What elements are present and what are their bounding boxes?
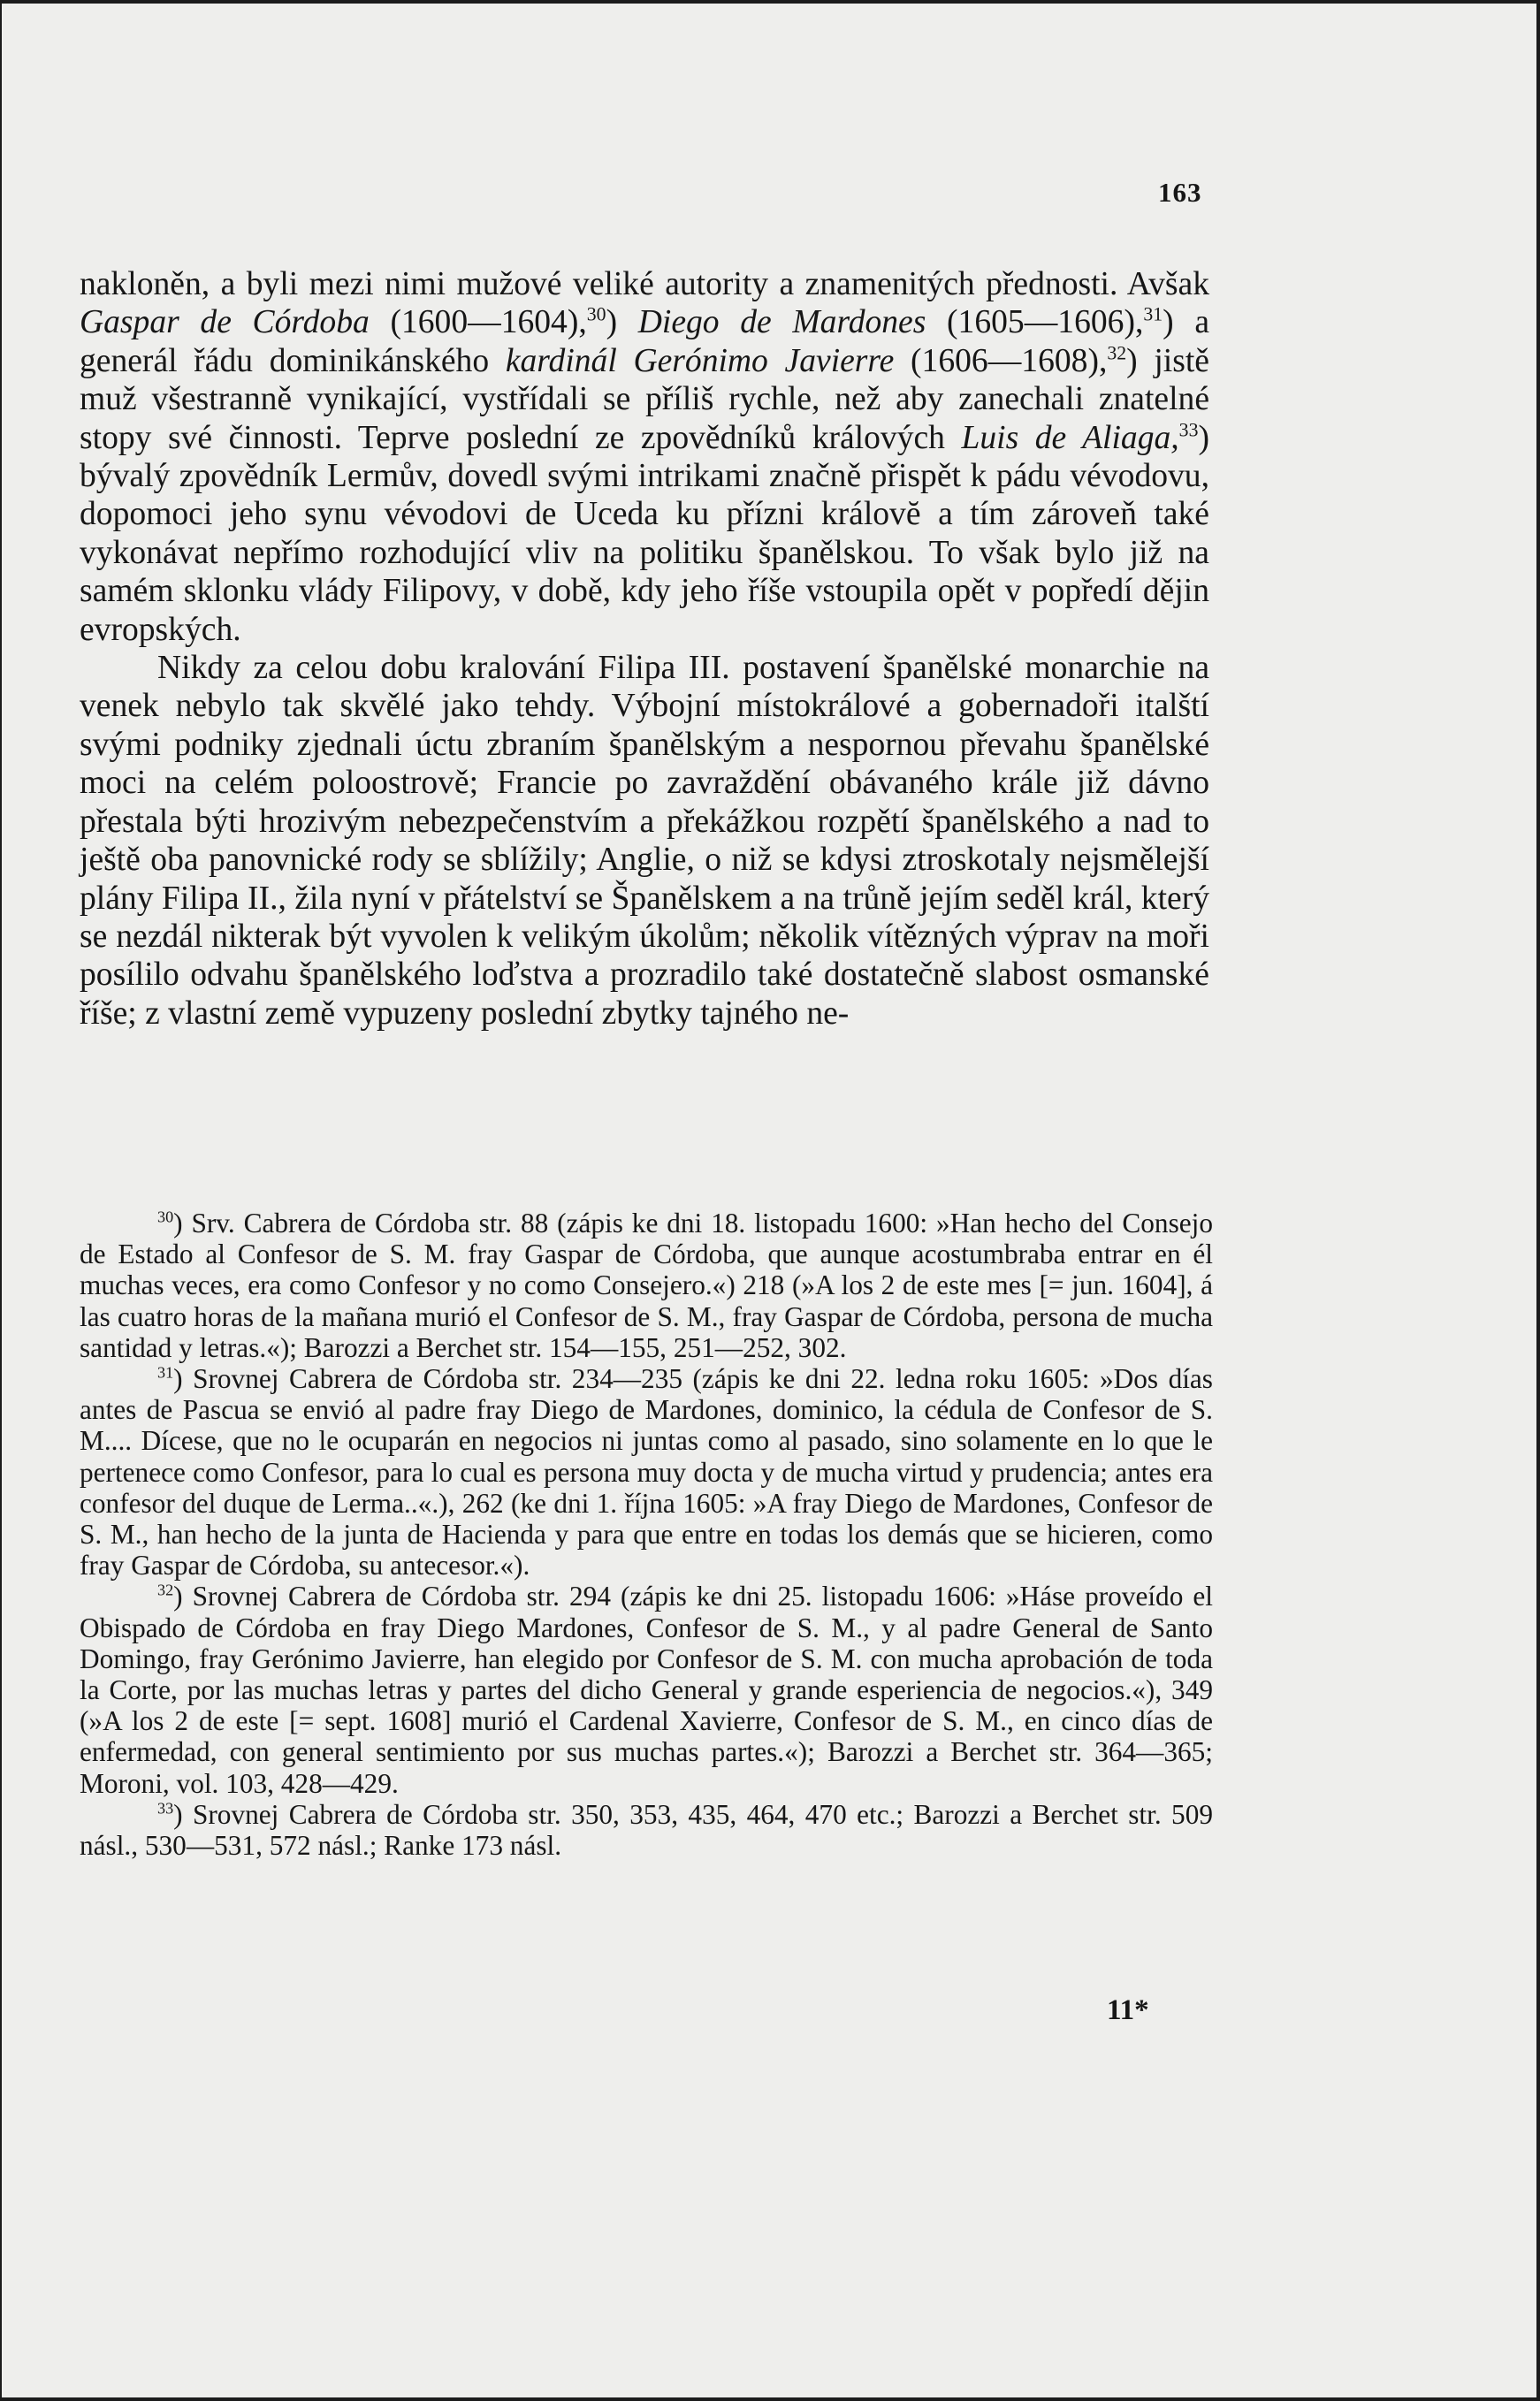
text-run: (1606—1608), bbox=[894, 342, 1108, 379]
text-run: Nikdy za celou dobu kralování Filipa III. postavení španělské monarchie na venek nebylo tak skvělé jako tehdy. Výbojní místokrálové a gobernadoři italští svými podniky zjednali úctu zbraním španělským a nespornou převahu španělské moci na celém poloostrově; Francie po zavraždění obávaného krále již dávno přestala býti hrozivým nebezpečenstvím a překážkou rozpětí španělského a nad to ještě oba panovnické rody se sblížily; Anglie, o niž se kdysi ztroskotaly nejsmělejší plány Filipa II., žila nyní v přátelství se Španělskem a na trůně jejím seděl král, který se nezdál nikterak být vyvolen k velikým úkolům; několik vítězných výprav na moři posílilo odvahu španělského loďstva a prozradilo také dostatečně slabost osmanské říše; z vlastní země vypuzeny poslední zbytky tajného ne- bbox=[80, 650, 1209, 1032]
text-run: ) Srovnej Cabrera de Córdoba str. 294 (zápis ke dni 25. listopadu 1606: »Háse proveído el Obispado de Córdoba en fray Diego Mardones, Confesor de S. M., y al padre General de Santo Domingo, fray Gerónimo Javierre, han elegido por Confesor de S. M. con mucha aprobación de toda la Corte, por las muchas letras y partes del dicho General y grande esperiencia de negocios.«), 349 (»A los 2 de este [= sept. 1608] murió el Cardenal Xavierre, Confesor de S. M., en cinco días de enfermedad, con general sentimiento por sus muchas partes.«); Barozzi a Berchet str. 364—365; Moroni, vol. 103, 428—429. bbox=[80, 1581, 1213, 1799]
footnote-ref: 33 bbox=[1178, 419, 1199, 441]
footnote-ref: 33 bbox=[157, 1799, 174, 1818]
text-run: ) Srv. Cabrera de Córdoba str. 88 (zápis ke dni 18. listopadu 1600: »Han hecho del Consejo de Estado al Confesor de S. M. fray Gaspar de Córdoba, que aunque acostumbraba entrar en él muchas veces, era como Confesor y no como Consejero.«) 218 (»A los 2 de este mes [= jun. 1604], á las cuatro horas de la mañana murió el Confesor de S. M., fray Gaspar de Córdoba, persona de mucha santidad y letras.«); Barozzi a Berchet str. 154—155, 251—252, 302. bbox=[80, 1208, 1213, 1363]
text-run: (1605—1606), bbox=[926, 304, 1144, 341]
text-run: ) a generál řádu dominikánského bbox=[80, 304, 1210, 379]
footnote bbox=[80, 1799, 1213, 1861]
signature-mark: 11* bbox=[1107, 1994, 1149, 2026]
book-page bbox=[2, 4, 1536, 2397]
footnotes bbox=[80, 1208, 1213, 1861]
footnote-ref: 32 bbox=[157, 1582, 174, 1600]
text-run: (1600—1604), bbox=[369, 304, 587, 341]
paragraph bbox=[80, 265, 1209, 649]
footnote-ref: 32 bbox=[1107, 342, 1127, 364]
footnote bbox=[80, 1581, 1213, 1798]
footnote-ref: 31 bbox=[1143, 303, 1163, 325]
paragraph bbox=[80, 649, 1209, 1033]
text-run: ) jistě muž všestranně vynikající, vystřídali se příliš rychle, než aby zanechali znatelné stopy své činnosti. Teprve poslední ze zpovědníků králových bbox=[80, 342, 1209, 456]
footnote bbox=[80, 1363, 1213, 1581]
text-run: Luis de Aliaga, bbox=[961, 419, 1179, 456]
text-run: Gaspar de Córdoba bbox=[80, 304, 370, 341]
page-number: 163 bbox=[1158, 177, 1202, 208]
footnote-ref: 31 bbox=[157, 1363, 174, 1382]
footnote bbox=[80, 1208, 1213, 1363]
text-run: nakloněn, a byli mezi nimi mužové veliké autority a znamenitých přednosti. Avšak bbox=[80, 266, 1209, 302]
footnote-ref: 30 bbox=[586, 303, 606, 325]
text-run: ) Srovnej Cabrera de Córdoba str. 350, 353, 435, 464, 470 etc.; Barozzi a Berchet str. 509 násl., 530—531, 572 násl.; Ranke 173 násl. bbox=[80, 1798, 1213, 1862]
text-run: ) bbox=[606, 304, 638, 341]
text-run: kardinál Gerónimo Javierre bbox=[505, 342, 895, 379]
text-run: Diego de Mardones bbox=[637, 304, 926, 341]
text-run: ) bývalý zpovědník Lermův, dovedl svými intrikami značně přispět k pádu vévodovu, dopomoci jeho synu vévodovi de Uceda ku přízni královĕ a tím zároveň také vykonávat nepřímo rozhodující vliv na politiku španělskou. To však bylo již na samém sklonku vlády Filipovy, v době, kdy jeho říše vstoupila opět v popředí dějin evropských. bbox=[80, 419, 1209, 648]
footnote-ref: 30 bbox=[157, 1208, 174, 1226]
text-run: ) Srovnej Cabrera de Córdoba str. 234—235 (zápis ke dni 22. ledna roku 1605: »Dos días antes de Pascua se envió al padre fray Diego de Mardones, dominico, la cédula de Confesor de S. M.... Dícese, que no le ocuparán en negocios ni juntas como al pasado, sino solamente en lo que le pertenece como Confesor, para lo cual es persona muy docta y de mucha virtud y prudencia; antes era confesor del duque de Lerma..«.), 262 (ke dni 1. října 1605: »A fray Diego de Mardones, Confesor de S. M., han hecho de la junta de Hacienda y para que entre en todas los demás que se hicieren, como fray Gaspar de Córdoba, su antecesor.«). bbox=[80, 1363, 1213, 1582]
main-text bbox=[80, 265, 1209, 1033]
